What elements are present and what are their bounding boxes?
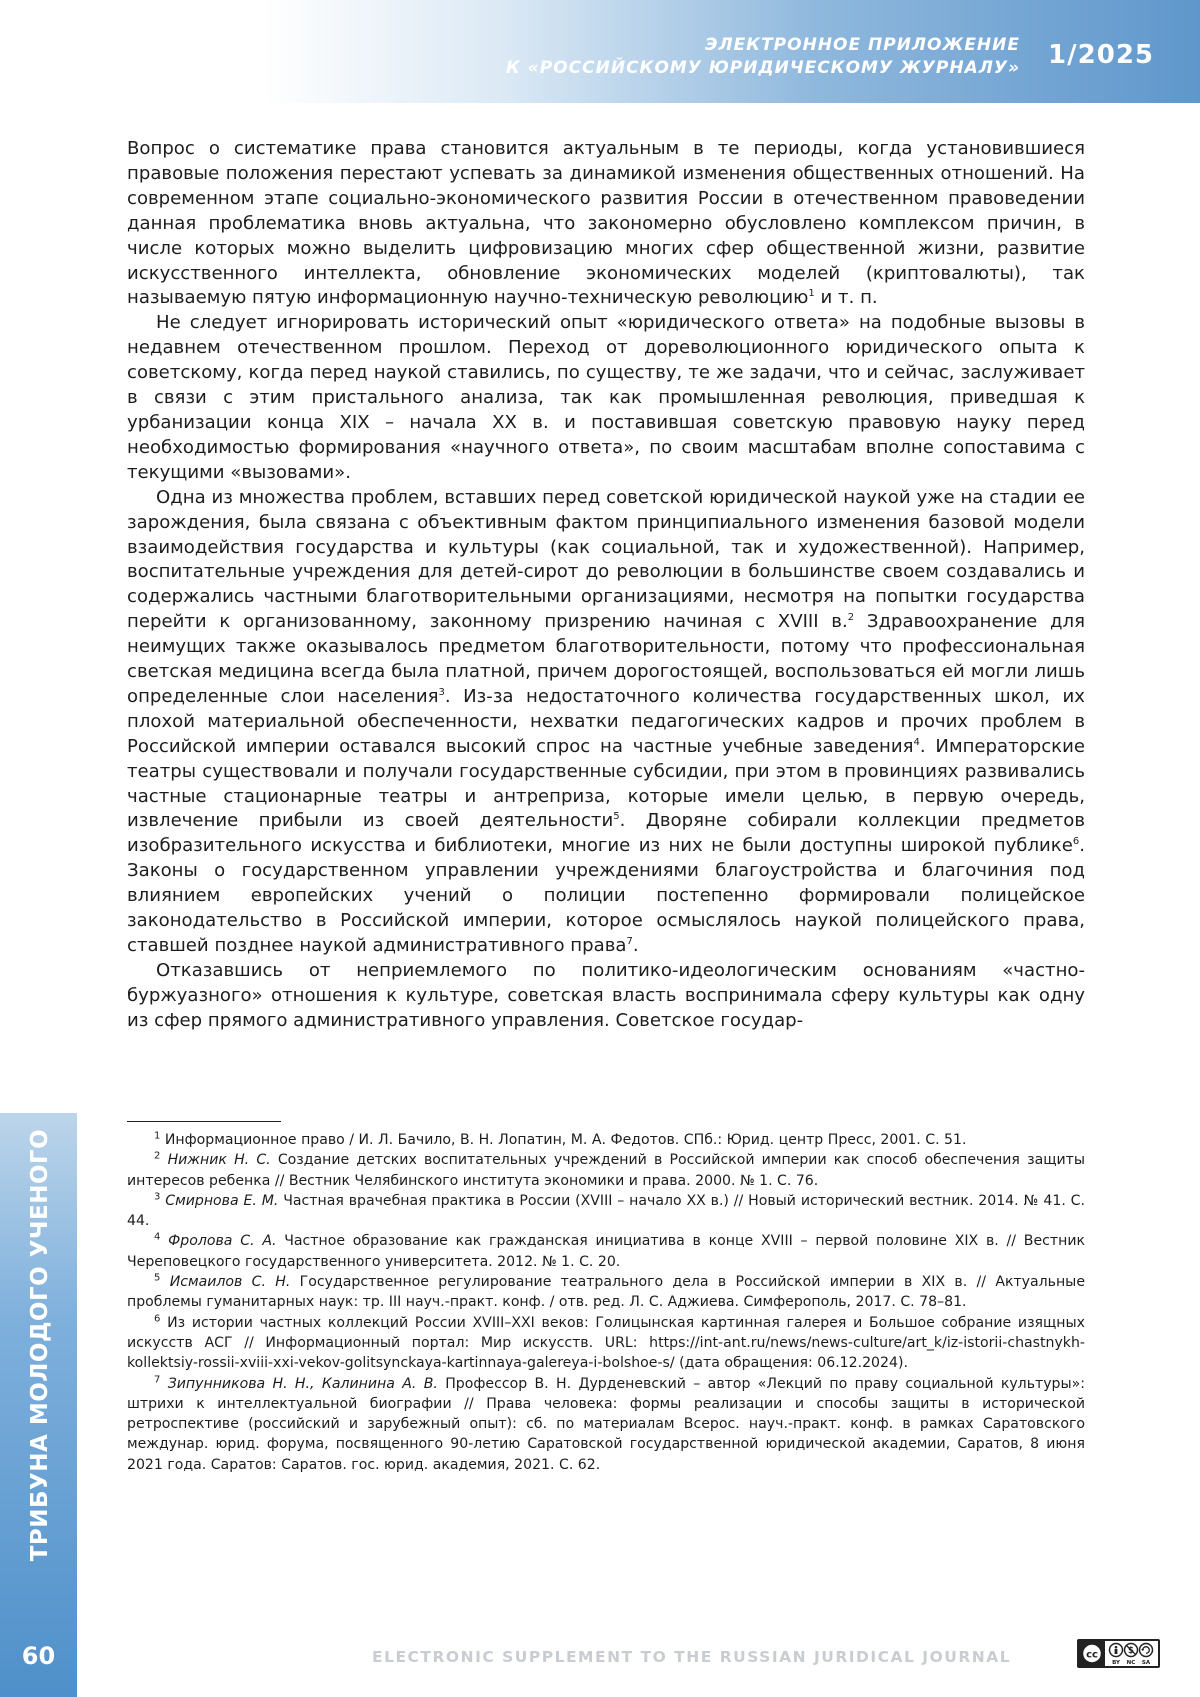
- paragraph: Не следует игнорировать исторический опыт «юридического ответа» на подобные вызовы в недавнем отечественном прошлом. Переход от дореволюционного юридического опыта к советскому, когда перед наукой ставились, по существу, те же задачи, что и сейчас, заслуживает в связи с этим пристального анализа, так как промышленная революция, приведшая к урбанизации конца XIX – начала XX в. и поставившая советскую правовую науку перед необходимостью формирования «научного ответа», по своим масштабам вполне сопоставима с текущими «вызовами».: [127, 311, 1085, 485]
- paragraph: Отказавшись от неприемлемого по политико-идеологическим основаниям «частно-буржуазного» отношения к культуре, советская власть воспринимала сферу культуры как одну из сфер прямого административного управления. Советское государ-: [127, 959, 1085, 1034]
- journal-title-line-2: К «РОССИЙСКОМУ ЮРИДИЧЕСКОМУ ЖУРНАЛУ»: [506, 57, 1020, 80]
- svg-text:cc: cc: [1086, 1650, 1098, 1661]
- footnote-6: 6 Из истории частных коллекций России XVIII–XXI веков: Голицынская картинная галерея и Большое собрание изящных искусств АСГ // Информационный портал: Мир искусств. URL: https://int-ant.ru/news/news-culture/art_k/iz-istorii-chastnykh-kollektsiy-rossii-xviii-xxi-vekov-golitsynckaya-kartinnaya-galereya-i-bolshoe-s/ (дата обращения: 06.12.2024).: [127, 1313, 1085, 1374]
- cc-by-label: BY: [1112, 1660, 1121, 1666]
- footnote-1: 1 Информационное право / И. Л. Бачило, В. Н. Лопатин, М. А. Федотов. СПб.: Юрид. центр Пресс, 2001. С. 51.: [127, 1130, 1085, 1150]
- journal-title-line-1: ЭЛЕКТРОННОЕ ПРИЛОЖЕНИЕ: [506, 34, 1020, 57]
- footnote-ref[interactable]: 4: [913, 737, 919, 748]
- cc-sa-label: SA: [1142, 1660, 1151, 1666]
- footnote-ref[interactable]: 6: [1073, 836, 1079, 847]
- footnote-ref[interactable]: 1: [808, 288, 814, 299]
- footnotes: [127, 1130, 1085, 1475]
- footnote-ref[interactable]: 7: [626, 936, 632, 947]
- cc-license-badge[interactable]: [1077, 1639, 1160, 1668]
- section-title: ТРИБУНА МОЛОДОГО УЧЕНОГО: [27, 1125, 53, 1565]
- svg-text:$: $: [1128, 1646, 1134, 1656]
- footnote-5: 5 Исмаилов С. Н. Государственное регулирование театрального дела в Российской империи в XIX в. // Актуальные проблемы гуманитарных наук: тр. III науч.-практ. конф. / отв. ред. Л. С. Аджиева. Симферополь, 2017. С. 78–81.: [127, 1272, 1085, 1313]
- footnote-ref[interactable]: 2: [848, 612, 854, 623]
- footnote-ref[interactable]: 5: [613, 811, 619, 822]
- paragraph: Вопрос о систематике права становится актуальным в те периоды, когда установившиеся правовые положения перестают успевать за динамикой изменения общественных отношений. На современном этапе социально-экономического развития России в отечественном правоведении данная проблематика вновь актуальна, что закономерно обусловлено комплексом причин, в числе которых можно выделить цифровизацию многих сфер общественной жизни, развитие искусственного интеллекта, обновление экономических моделей (криптовалюты), так называемую пятую информационную научно-техническую революцию1 и т. п.: [127, 137, 1085, 311]
- paragraph: Одна из множества проблем, вставших перед советской юридической наукой уже на стадии ее зарождения, была связана с объективным фактом принципиального изменения базовой модели взаимодействия государства и культуры (как социальной, так и художественной). Например, воспитательные учреждения для детей-сирот до революции в большинстве своем создавались и содержались частными благотворительными организациями, несмотря на попытки государства перейти к организованному, законному призрению начиная с XVIII в.2 Здравоохранение для неимущих также оказывалось предметом благотворительности, потому что профессиональная светская медицина всегда была платной, причем дорогостоящей, воспользоваться ей могли лишь определенные слои населения3. Из-за недостаточного количества государственных школ, их плохой материальной обеспеченности, нехватки педагогических кадров и прочих проблем в Российской империи оставался высокий спрос на частные учебные заведения4. Императорские театры существовали и получали государственные субсидии, при этом в провинциях развивались частные стационарные театры и антреприза, которые имели целью, в первую очередь, извлечение прибыли из своей деятельности5. Дворяне собирали коллекции предметов изобразительного искусства и библиотеки, многие из них не были доступны широкой публике6. Законы о государственном управлении учреждениями благоустройства и благочиния под влиянием европейских учений о полиции постепенно формировали полицейское законодательство в Российской империи, которое осмыслялось наукой полицейского права, ставшей позднее наукой административного права7.: [127, 486, 1085, 959]
- cc-nc-label: NC: [1127, 1660, 1136, 1666]
- article-body: [127, 137, 1085, 1034]
- header-banner: [0, 0, 1200, 103]
- footnote-ref[interactable]: 3: [438, 687, 444, 698]
- cc-license-icon: [1079, 1641, 1158, 1666]
- footnote-divider: [127, 1121, 281, 1122]
- footnote-4: 4 Фролова С. А. Частное образование как гражданская инициатива в конце XVIII – первой половине XIX в. // Вестник Череповецкого государственного университета. 2012. № 1. С. 20.: [127, 1231, 1085, 1272]
- footnote-7: 7 Зипунникова Н. Н., Калинина А. В. Профессор В. Н. Дурденевский – автор «Лекций по праву социальной культуры»: штрихи к интеллектуальной биографии // Права человека: формы реализации и способы защиты в исторической ретроспективе (российский и зарубежный опыт): сб. по материалам Всерос. науч.-практ. конф. в рамках Саратовского междунар. юрид. форума, посвященного 90-летию Саратовской государственной юридической академии, Саратов, 8 июня 2021 года. Саратов: Саратов. гос. юрид. академия, 2021. С. 62.: [127, 1374, 1085, 1475]
- issue-number: 1/2025: [1048, 40, 1154, 70]
- footer-journal-name: ELECTRONIC SUPPLEMENT TO THE RUSSIAN JURIDICAL JOURNAL: [372, 1648, 1011, 1666]
- footnote-2: 2 Нижник Н. С. Создание детских воспитательных учреждений в Российской империи как способ обеспечения защиты интересов ребенка // Вестник Челябинского института экономики и права. 2000. № 1. С. 76.: [127, 1150, 1085, 1191]
- footnote-3: 3 Смирнова Е. М. Частная врачебная практика в России (XVIII – начало XX в.) // Новый исторический вестник. 2014. № 41. С. 44.: [127, 1191, 1085, 1232]
- journal-title: [506, 34, 1020, 80]
- page-number: 60: [0, 1642, 77, 1670]
